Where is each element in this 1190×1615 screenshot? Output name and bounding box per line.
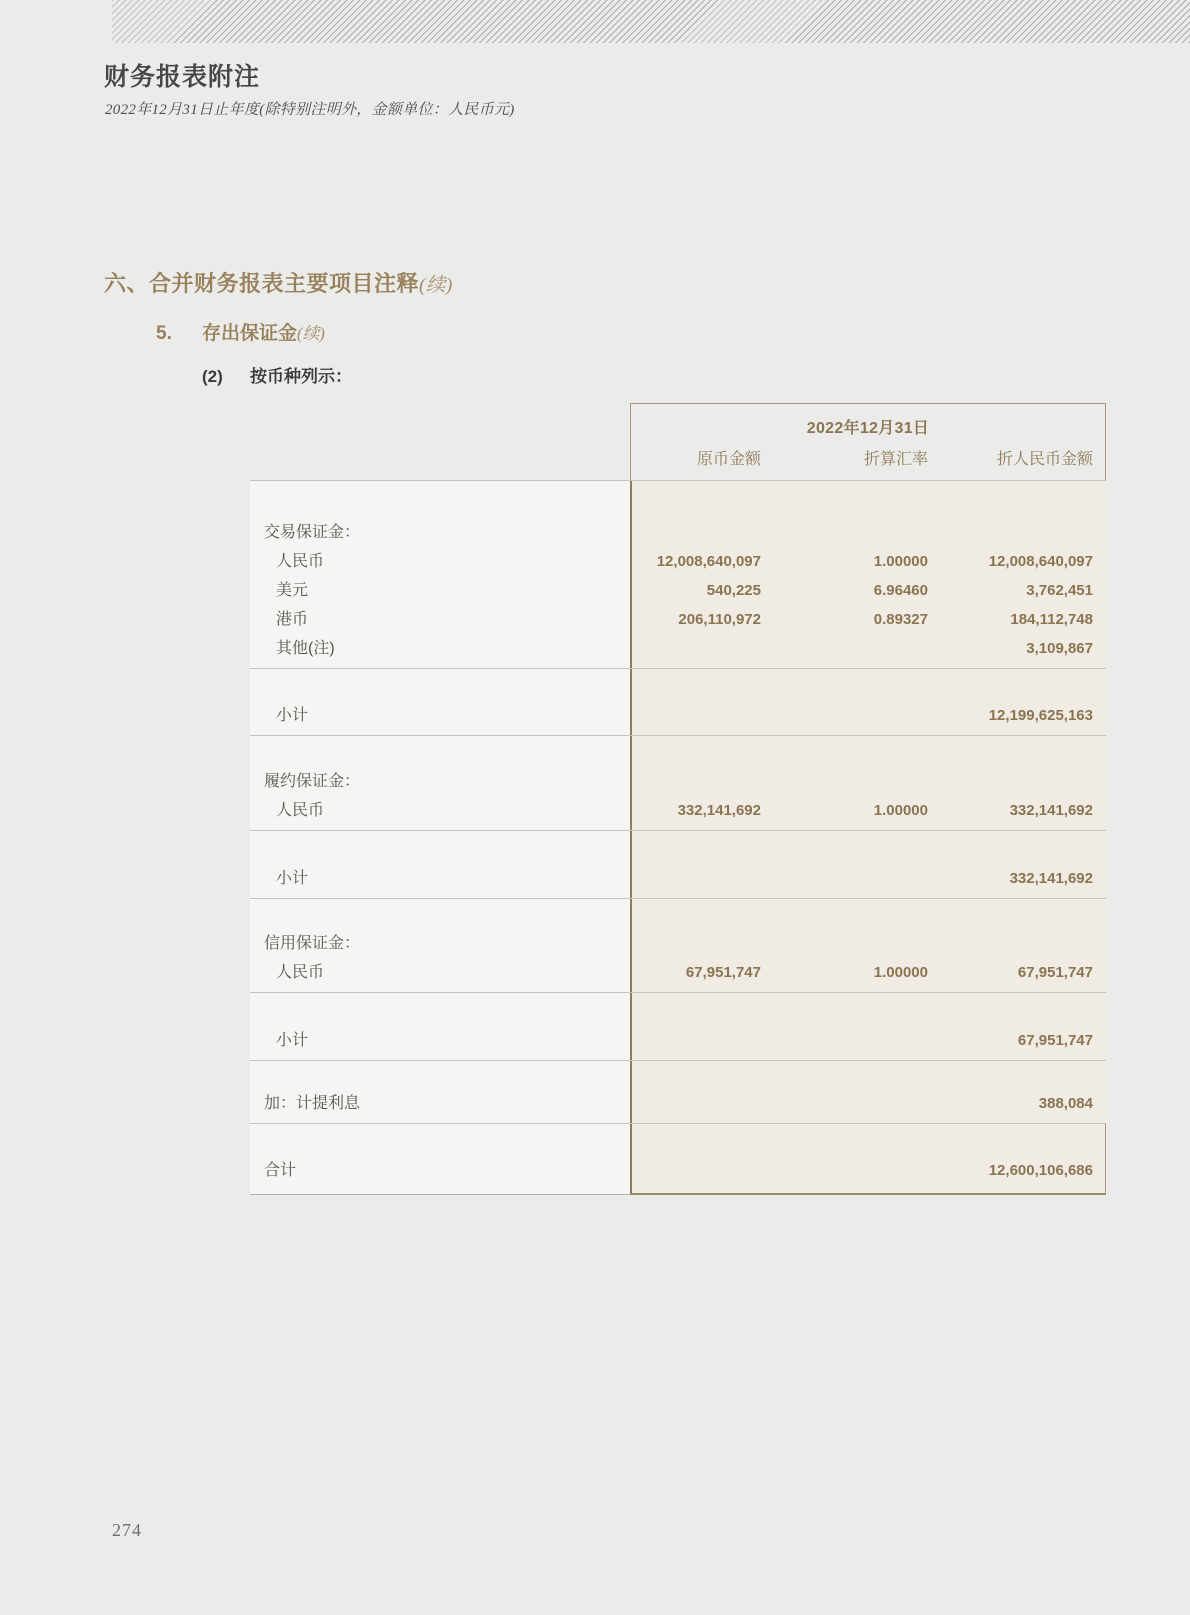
row-values — [632, 547, 1105, 576]
table-section-trading-deposits — [250, 481, 1106, 669]
cell-exchange-rate — [761, 864, 928, 893]
row-label: 小计 — [276, 870, 309, 887]
label-cell — [250, 831, 630, 898]
cell-rmb-amount: 67,951,747 — [1017, 964, 1093, 981]
cell-rmb-amount: 388,084 — [1038, 1095, 1093, 1112]
table-section-performance-subtotal — [250, 831, 1106, 899]
cell-original-amount — [632, 1026, 761, 1055]
cell-rmb-amount: 12,199,625,163 — [988, 707, 1093, 724]
section-heading-text: 六、合并财务报表主要项目注释 — [104, 271, 420, 296]
table-column-headers — [631, 444, 1105, 475]
cell-exchange-rate: 1.00000 — [873, 553, 928, 570]
cell-rmb-amount: 3,109,867 — [1026, 640, 1093, 657]
cell-rmb-amount: 184,112,748 — [1010, 611, 1093, 628]
subsection-heading — [156, 318, 325, 345]
row-label: 美元 — [276, 582, 309, 599]
row-label: 人民币 — [276, 802, 325, 819]
page-number: 274 — [112, 1520, 142, 1540]
row-label: 交易保证金： — [264, 524, 361, 541]
cell-rmb-amount: 332,141,692 — [1009, 802, 1093, 819]
row-label: 信用保证金： — [264, 935, 361, 952]
cell-exchange-rate: 6.96460 — [873, 582, 928, 599]
page-title: 财务报表附注 — [104, 63, 261, 91]
label-cell — [250, 481, 630, 668]
cell-exchange-rate — [761, 701, 928, 730]
row-values — [632, 1156, 1105, 1185]
cell-original-amount: 332,141,692 — [677, 802, 761, 819]
cell-original-amount: 12,008,640,097 — [656, 553, 761, 570]
item-heading — [202, 362, 352, 387]
table-section-credit-subtotal — [250, 993, 1106, 1061]
row-label: 小计 — [276, 707, 309, 724]
table-section-trading-subtotal — [250, 669, 1106, 736]
row-values — [632, 1089, 1105, 1118]
value-cell — [630, 993, 1106, 1060]
deposits-by-currency-table — [250, 403, 1106, 1195]
value-cell — [630, 1061, 1106, 1123]
table-section-grand-total — [250, 1124, 1106, 1195]
label-cell — [250, 1061, 630, 1123]
cell-original-amount — [632, 864, 761, 893]
row-label: 加：计提利息 — [264, 1095, 361, 1112]
subsection-continued: (续) — [297, 324, 325, 343]
label-cell — [250, 736, 630, 830]
cell-original-amount — [632, 1156, 761, 1185]
row-values — [632, 634, 1105, 663]
column-header-rmb-amount: 折人民币金额 — [996, 451, 1093, 468]
cell-original-amount — [632, 1089, 761, 1118]
cell-exchange-rate — [761, 1156, 928, 1185]
column-header-original-amount: 原币金额 — [696, 451, 761, 468]
row-label: 合计 — [264, 1162, 297, 1179]
cell-rmb-amount: 12,600,106,686 — [988, 1162, 1093, 1179]
row-label: 小计 — [276, 1032, 309, 1049]
cell-exchange-rate: 0.89327 — [873, 611, 928, 628]
value-cell — [630, 669, 1106, 735]
item-title: 按币种列示： — [250, 367, 352, 386]
cell-original-amount: 540,225 — [706, 582, 761, 599]
cell-exchange-rate: 1.00000 — [873, 802, 928, 819]
table-body — [250, 480, 1106, 1195]
column-header-exchange-rate: 折算汇率 — [863, 451, 928, 468]
subsection-number: 5. — [156, 323, 172, 344]
cell-rmb-amount: 12,008,640,097 — [988, 553, 1093, 570]
cell-original-amount — [632, 634, 761, 663]
table-section-credit-deposits — [250, 899, 1106, 993]
cell-exchange-rate — [761, 1089, 928, 1118]
value-cell — [630, 899, 1106, 992]
cell-exchange-rate: 1.00000 — [873, 964, 928, 981]
page-subtitle: 2022年12月31日止年度(除特别注明外，金额单位：人民币元) — [105, 102, 515, 118]
row-label: 人民币 — [276, 964, 325, 981]
item-number: (2) — [202, 367, 223, 386]
table-section-performance-deposits — [250, 736, 1106, 831]
row-label: 其他(注) — [276, 640, 335, 657]
row-values — [632, 605, 1105, 634]
row-label: 履约保证金： — [264, 773, 361, 790]
label-cell — [250, 899, 630, 992]
row-label: 港币 — [276, 611, 309, 628]
value-cell — [630, 481, 1106, 668]
cell-original-amount — [632, 701, 761, 730]
subsection-title: 存出保证金 — [202, 323, 298, 344]
table-period-header: 2022年12月31日 — [806, 420, 930, 437]
cell-exchange-rate — [761, 634, 928, 663]
label-cell — [250, 993, 630, 1060]
row-values — [632, 796, 1105, 825]
section-heading-continued: (续) — [419, 275, 453, 296]
label-cell — [250, 669, 630, 735]
row-values — [632, 864, 1105, 893]
value-cell — [630, 736, 1106, 830]
label-cell — [250, 1124, 630, 1195]
table-section-accrued-interest — [250, 1061, 1106, 1124]
value-cell — [630, 1124, 1106, 1195]
cell-exchange-rate — [761, 1026, 928, 1055]
cell-original-amount: 206,110,972 — [678, 611, 761, 628]
value-cell — [630, 831, 1106, 898]
cell-rmb-amount: 67,951,747 — [1017, 1032, 1093, 1049]
row-values — [632, 958, 1105, 987]
row-values — [632, 1026, 1105, 1055]
section-heading — [104, 267, 453, 298]
cell-original-amount: 67,951,747 — [685, 964, 761, 981]
cell-rmb-amount: 332,141,692 — [1009, 870, 1093, 887]
row-label: 人民币 — [276, 553, 325, 570]
row-values — [632, 701, 1105, 730]
row-values — [632, 576, 1105, 605]
table-header — [630, 403, 1106, 480]
cell-rmb-amount: 3,762,451 — [1026, 582, 1093, 599]
hatch-band-decoration — [112, 0, 1190, 43]
